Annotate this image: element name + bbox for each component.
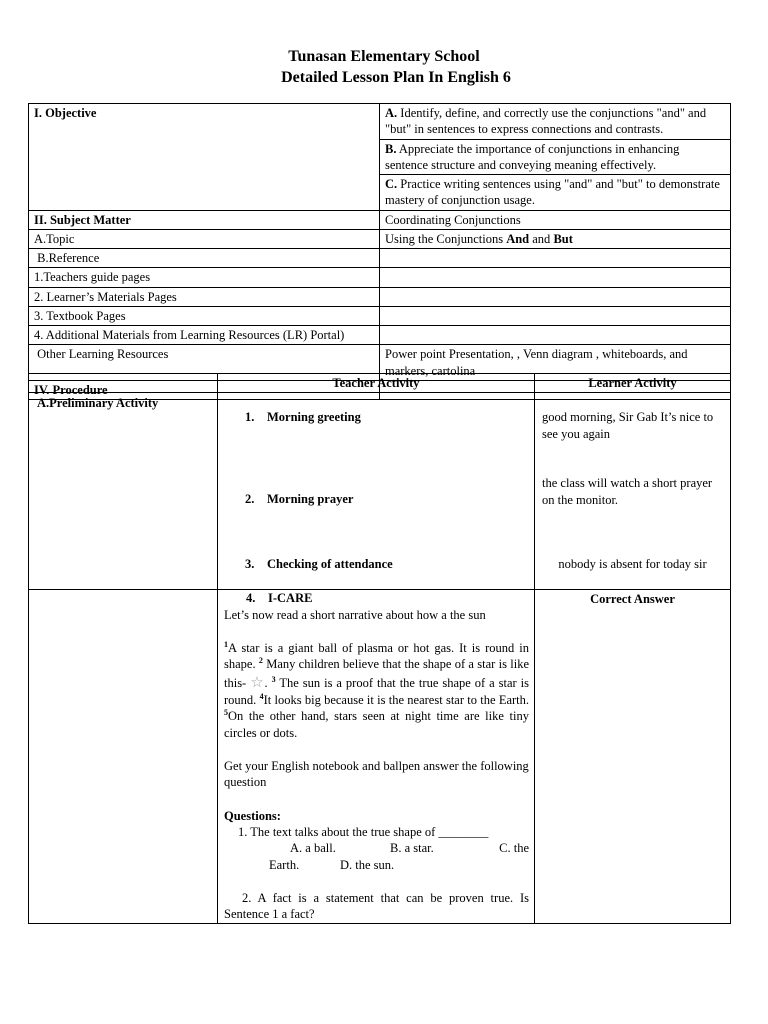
other-resources-value: Power point Presentation, , Venn diagram , whiteboards, and markers, cartolina <box>380 345 731 381</box>
learners-materials-label: 2. Learner’s Materials Pages <box>29 287 380 306</box>
question-1-options-row-2 <box>224 857 529 874</box>
subject-matter-label: II. Subject Matter <box>29 210 380 229</box>
teacher-activity-header: Teacher Activity <box>218 374 535 393</box>
star-narrative: $^1$A star is a giant ball of plasma or hot gas. It is round in shape. $^2$ Many children believe that the shape of a star is like this- ☆. $^3$ The sun is a proof that the true shape of a star is round. $^4$It looks big because it is the nearest star to the Earth. $^5$On the other hand, stars seen at night time are like tiny circles or dots. <box>224 639 530 740</box>
reference-value <box>380 249 731 268</box>
notebook-instruction: Get your English notebook and ballpen answer the following question <box>224 759 529 790</box>
q1-option-a: A. a ball. <box>290 841 336 856</box>
additional-materials-value <box>380 326 731 345</box>
step-morning-prayer: 2. Morning prayer <box>245 492 354 507</box>
q1-option-c: C. the <box>499 841 529 856</box>
teachers-guide-value <box>380 268 731 287</box>
procedure-label: IV. Procedure <box>29 380 380 399</box>
icare-intro: Let’s now read a short narrative about how a the sun <box>224 607 486 622</box>
learner-response-greeting: good morning, Sir Gab It’s nice to see you again <box>542 410 714 441</box>
preliminary-teacher-cell <box>218 393 535 590</box>
lesson-plan-table <box>28 103 731 400</box>
textbook-value <box>380 306 731 325</box>
procedure-blank-header <box>29 374 218 393</box>
procedure-table <box>28 373 731 924</box>
additional-materials-label: 4. Additional Materials from Learning Resources (LR) Portal) <box>29 326 380 345</box>
topic-value: Using the Conjunctions And and But <box>380 229 731 248</box>
textbook-label: 3. Textbook Pages <box>29 306 380 325</box>
topic-label: A.Topic <box>29 229 380 248</box>
q1-option-c-cont: Earth. <box>269 858 300 873</box>
correct-answer-header: Correct Answer <box>535 590 731 923</box>
preliminary-learner-cell <box>535 393 731 590</box>
q1-option-d: D. the sun. <box>340 858 395 873</box>
preliminary-activity-label: A.Preliminary Activity <box>29 393 218 590</box>
objective-c: C. Practice writing sentences using "and" and "but" to demonstrate mastery of conjunction usage. <box>380 175 731 211</box>
question-2: 2. A fact is a statement that can be proven true. Is Sentence 1 a fact? <box>224 891 529 922</box>
question-1: 1. The text talks about the true shape of ________ <box>238 824 489 839</box>
subject-matter-value: Coordinating Conjunctions <box>380 210 731 229</box>
icare-blank-cell <box>29 590 218 923</box>
learner-activity-header: Learner Activity <box>535 374 731 393</box>
reference-label: B.Reference <box>29 249 380 268</box>
step-icare: 4. I-CARE <box>246 591 313 606</box>
objective-a: A. Identify, define, and correctly use the conjunctions "and" and "but" in sentences to express connections and contrasts. <box>380 104 731 140</box>
icare-teacher-cell <box>218 590 535 923</box>
learner-response-prayer: the class will watch a short prayer on the monitor. <box>542 476 713 507</box>
learners-materials-value <box>380 287 731 306</box>
teachers-guide-label: 1.Teachers guide pages <box>29 268 380 287</box>
questions-label: Questions: <box>224 808 281 823</box>
objective-label: I. Objective <box>29 104 380 211</box>
q1-option-b: B. a star. <box>390 841 434 856</box>
star-icon: ☆ <box>250 672 265 691</box>
other-resources-label: Other Learning Resources <box>29 345 380 381</box>
question-1-options-row-1 <box>224 840 529 857</box>
step-attendance: 3. Checking of attendance <box>245 557 393 572</box>
plan-title: Detailed Lesson Plan In English 6 <box>281 69 511 86</box>
school-name: Tunasan Elementary School <box>288 48 480 65</box>
step-morning-greeting: 1. Morning greeting <box>245 410 361 425</box>
objective-b: B. Appreciate the importance of conjunctions in enhancing sentence structure and conveying meaning effectively. <box>380 139 731 175</box>
learner-response-attendance: nobody is absent for today sir <box>558 557 707 572</box>
